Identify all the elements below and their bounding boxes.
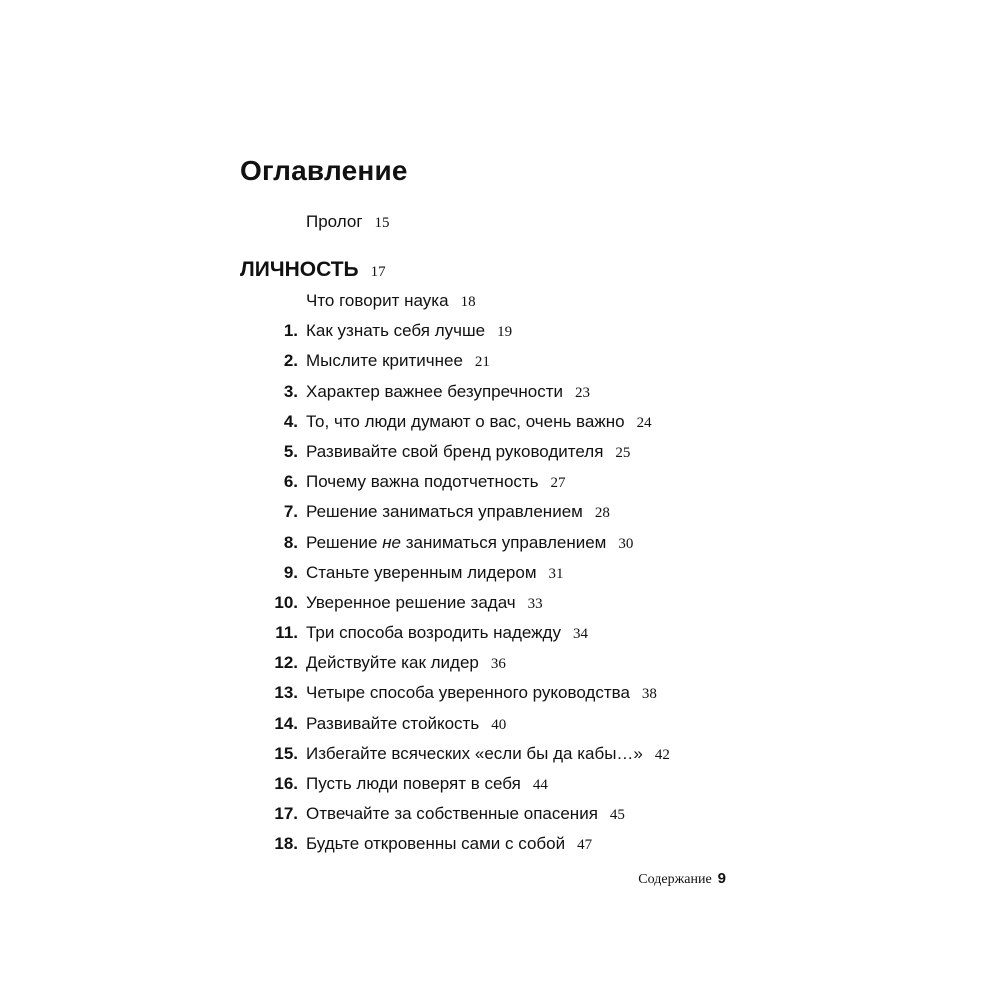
entry-title	[306, 411, 652, 434]
entry-page-number: 19	[497, 324, 513, 341]
toc-entry	[240, 441, 800, 471]
entry-page-number: 33	[527, 595, 543, 612]
entry-title-text: Будьте откровенны сами с собой	[306, 834, 566, 854]
toc-entry	[240, 411, 800, 441]
toc-entry	[240, 562, 800, 592]
entry-title	[306, 652, 506, 675]
entry-number: 12.	[274, 653, 298, 673]
entry-title-text: Отвечайте за собственные опасения	[306, 804, 598, 824]
entry-title	[306, 713, 506, 736]
entry-number: 17.	[274, 804, 298, 824]
entry-title	[306, 562, 564, 585]
entry-title	[306, 350, 490, 373]
entry-title-text: Три способа возродить надежду	[306, 623, 561, 643]
entry-number: 3.	[283, 381, 298, 401]
entry-title-text: Станьте уверенным лидером	[306, 562, 537, 582]
entry-title-text: Как узнать себя лучше	[306, 321, 486, 341]
entry-title	[306, 592, 543, 615]
entry-title	[306, 622, 588, 645]
entry-title	[306, 743, 670, 766]
toc-title: Оглавление	[240, 155, 408, 186]
entry-title	[306, 833, 592, 856]
entry-title-text: Характер важнее безупречности	[306, 381, 564, 401]
entry-number: 7.	[283, 502, 298, 522]
toc-entry	[240, 622, 800, 652]
toc-entry	[240, 743, 800, 773]
toc-entry	[240, 652, 800, 682]
entry-number: 11.	[275, 623, 298, 643]
entry-page-number: 30	[618, 535, 634, 552]
toc-entry	[240, 290, 800, 320]
entry-number: 9.	[283, 562, 298, 582]
entry-number: 16.	[274, 774, 298, 793]
entry-title-text: Избегайте всяческих «если бы да кабы…»	[306, 743, 643, 763]
entry-title	[306, 441, 630, 464]
entry-number: 2.	[283, 351, 298, 371]
footer-page-number: 9	[717, 870, 726, 887]
entry-number: 15.	[274, 743, 298, 763]
entry-page-number: 21	[474, 354, 490, 371]
entry-number: 14.	[274, 713, 298, 733]
entry-title	[306, 501, 610, 524]
section-heading-personality	[240, 258, 386, 282]
entry-page-number: 25	[615, 444, 631, 461]
entry-page-number: 36	[490, 656, 506, 673]
entry-page-number: 31	[548, 565, 564, 582]
prolog-entry	[306, 212, 390, 232]
section-label: ЛИЧНОСТЬ	[240, 258, 359, 281]
entry-number: 10.	[274, 592, 298, 612]
toc-entry	[240, 320, 800, 350]
entry-page-number: 44	[532, 777, 548, 793]
entry-page-number: 34	[572, 626, 588, 643]
entry-title	[306, 803, 625, 826]
entry-title-emphasis: не	[382, 532, 402, 552]
entry-number: 5.	[283, 441, 298, 461]
entry-title-text: То, что люди думают о вас, очень важно	[306, 411, 625, 431]
entry-number: 6.	[283, 472, 298, 492]
entry-title	[306, 773, 548, 796]
section-page-number: 17	[370, 264, 386, 280]
toc-entry	[240, 773, 800, 803]
entry-number: 18.	[274, 834, 298, 854]
toc-entry	[240, 592, 800, 622]
entry-title	[306, 320, 512, 343]
toc-entry	[240, 471, 800, 501]
entry-title-text: Развивайте свой бренд руководителя	[306, 441, 604, 461]
entry-number: 4.	[283, 411, 298, 431]
entry-title-text: Решение	[306, 532, 383, 552]
entry-page-number: 45	[609, 807, 625, 824]
entry-page-number: 40	[491, 716, 507, 733]
entry-title-text: Решение заниматься управлением	[306, 502, 583, 522]
toc-entry	[240, 713, 800, 743]
entry-title-text: Развивайте стойкость	[306, 713, 480, 733]
entry-title-text-rest: заниматься управлением	[401, 532, 607, 552]
entry-title-text: Почему важна подотчетность	[306, 472, 539, 492]
prolog-label: Пролог	[306, 212, 363, 231]
entry-page-number: 28	[594, 505, 610, 522]
toc-entry	[240, 803, 800, 833]
entry-page-number: 23	[575, 384, 591, 401]
toc-entry	[240, 501, 800, 531]
entry-page-number: 24	[636, 414, 652, 431]
entry-title-text: Действуйте как лидер	[306, 653, 479, 673]
entry-number: 13.	[274, 683, 298, 703]
entry-title-text: Что говорит наука	[306, 291, 449, 310]
toc-entry	[240, 682, 800, 712]
entry-page-number: 18	[460, 294, 476, 310]
toc-entry	[240, 532, 800, 562]
toc-entry	[240, 381, 800, 411]
entry-number: 8.	[283, 532, 298, 552]
entry-number: 1.	[283, 321, 298, 341]
entry-page-number: 27	[550, 475, 566, 492]
entry-title	[306, 471, 566, 494]
entry-title	[306, 290, 476, 313]
toc-entry	[240, 833, 800, 863]
entry-title-text: Уверенное решение задач	[306, 592, 516, 612]
entry-title-text: Пусть люди поверят в себя	[306, 774, 521, 793]
entry-title	[306, 381, 590, 404]
entry-page-number: 42	[654, 746, 670, 763]
toc-entry-list	[240, 290, 800, 864]
entry-title	[306, 682, 657, 705]
prolog-page-number: 15	[374, 215, 390, 231]
page-footer	[600, 870, 726, 888]
entry-title	[306, 532, 633, 555]
entry-page-number: 47	[577, 837, 593, 854]
entry-title-text: Мыслите критичнее	[306, 351, 463, 371]
toc-entry	[240, 350, 800, 380]
entry-title-text: Четыре способа уверенного руководства	[306, 683, 630, 703]
entry-page-number: 38	[641, 686, 657, 703]
footer-label: Содержание	[638, 872, 712, 887]
